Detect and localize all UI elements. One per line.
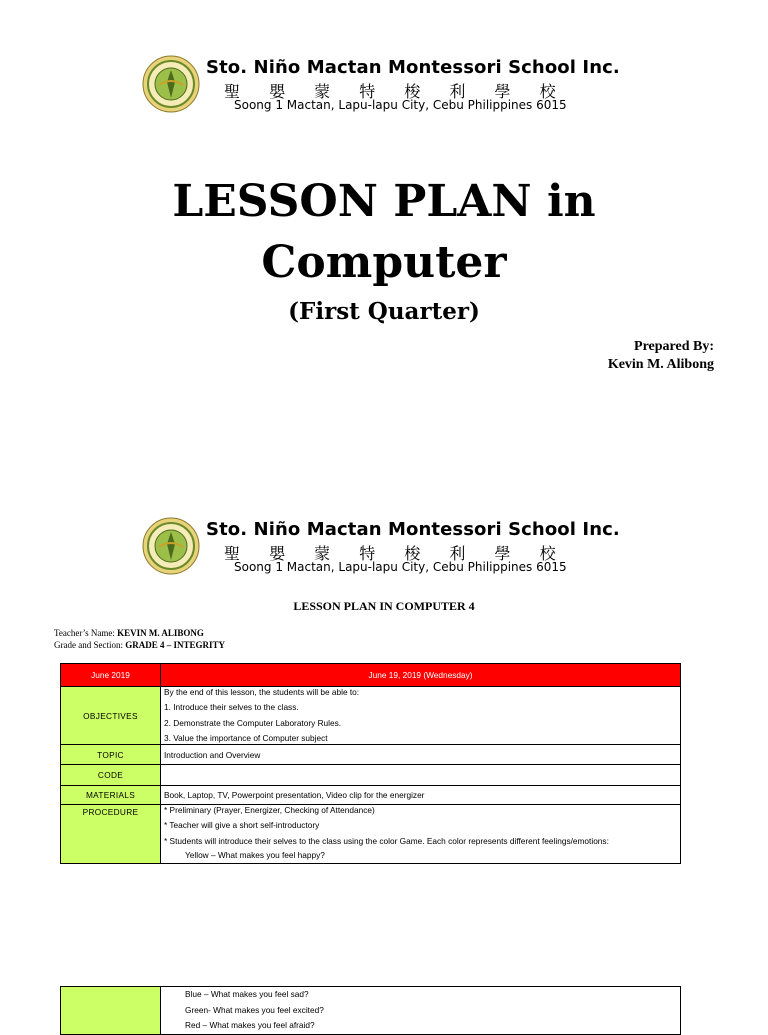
teacher-label: Teacher’s Name: — [54, 628, 115, 638]
grade-section-line — [54, 640, 225, 650]
cover-title-line2: Computer — [261, 237, 507, 288]
lesson-plan-title: LESSON PLAN IN COMPUTER 4 — [293, 599, 475, 613]
topic-row — [61, 745, 681, 765]
school-seal-icon — [142, 55, 200, 113]
prepared-by-label: Prepared By: — [634, 339, 714, 354]
cover-subtitle: (First Quarter) — [288, 298, 480, 325]
school-name: Sto. Niño Mactan Montessori School Inc. — [206, 519, 620, 540]
procedure-cell — [161, 805, 681, 864]
objectives-cell — [161, 687, 681, 745]
date-row — [61, 664, 681, 687]
school-address: Soong 1 Mactan, Lapu-lapu City, Cebu Philippines 6015 — [234, 98, 567, 112]
month-cell: June 2019 — [61, 664, 161, 687]
cover-title-line1: LESSON PLAN in — [172, 176, 596, 227]
topic-label: TOPIC — [61, 745, 161, 765]
objectives-row — [61, 687, 681, 745]
school-name: Sto. Niño Mactan Montessori School Inc. — [206, 57, 620, 78]
materials-label: MATERIALS — [61, 786, 161, 805]
procedure-label: PROCEDURE — [61, 805, 161, 864]
procedure-label-continued — [61, 987, 161, 1035]
procedure-sub-step: Green- What makes you feel excited? — [185, 1004, 324, 1015]
procedure-row — [61, 805, 681, 864]
code-label: CODE — [61, 765, 161, 786]
teacher-name: KEVIN M. ALIBONG — [117, 628, 204, 638]
procedure-sub-step: Red – What makes you feel afraid? — [185, 1020, 315, 1030]
procedure-step: * Teacher will give a short self-introductory — [164, 820, 320, 830]
procedure-step: * Students will introduce their selves to the class using the color Game. Each color represents different feelings/emotions: — [164, 835, 609, 846]
objective-intro: By the end of this lesson, the students will be able to: — [164, 687, 360, 697]
objectives-label: OBJECTIVES — [61, 687, 161, 745]
materials-value: Book, Laptop, TV, Powerpoint presentation, Video clip for the energizer — [161, 786, 681, 805]
code-value — [161, 765, 681, 786]
school-header — [142, 55, 642, 135]
prepared-by-name: Kevin M. Alibong — [607, 357, 714, 372]
procedure-sub-step: Yellow – What makes you feel happy? — [185, 850, 325, 860]
procedure-continued-row — [61, 987, 681, 1035]
procedure-continued-cell — [161, 987, 681, 1035]
topic-value: Introduction and Overview — [161, 745, 681, 765]
school-seal-icon — [142, 517, 200, 575]
teacher-name-line — [54, 628, 204, 638]
school-address: Soong 1 Mactan, Lapu-lapu City, Cebu Philippines 6015 — [234, 560, 567, 574]
lesson-plan-table-continued — [60, 986, 681, 1035]
grade-value: GRADE 4 – INTEGRITY — [125, 640, 225, 650]
date-cell: June 19, 2019 (Wednesday) — [161, 664, 681, 687]
school-chinese-name: 聖 嬰 蒙 特 梭 利 學 校 — [224, 82, 560, 101]
objective-item: 3. Value the importance of Computer subject — [164, 733, 328, 743]
school-chinese-name: 聖 嬰 蒙 特 梭 利 學 校 — [224, 544, 560, 563]
lesson-plan-table — [60, 663, 681, 864]
grade-label: Grade and Section: — [54, 640, 123, 650]
school-header-page2 — [142, 517, 642, 597]
procedure-step: * Preliminary (Prayer, Energizer, Checking of Attendance) — [164, 805, 375, 815]
objective-item: 2. Demonstrate the Computer Laboratory Rules. — [164, 717, 342, 728]
materials-row — [61, 786, 681, 805]
procedure-sub-step: Blue – What makes you feel sad? — [185, 989, 309, 999]
objective-item: 1. Introduce their selves to the class. — [164, 702, 299, 712]
code-row — [61, 765, 681, 786]
